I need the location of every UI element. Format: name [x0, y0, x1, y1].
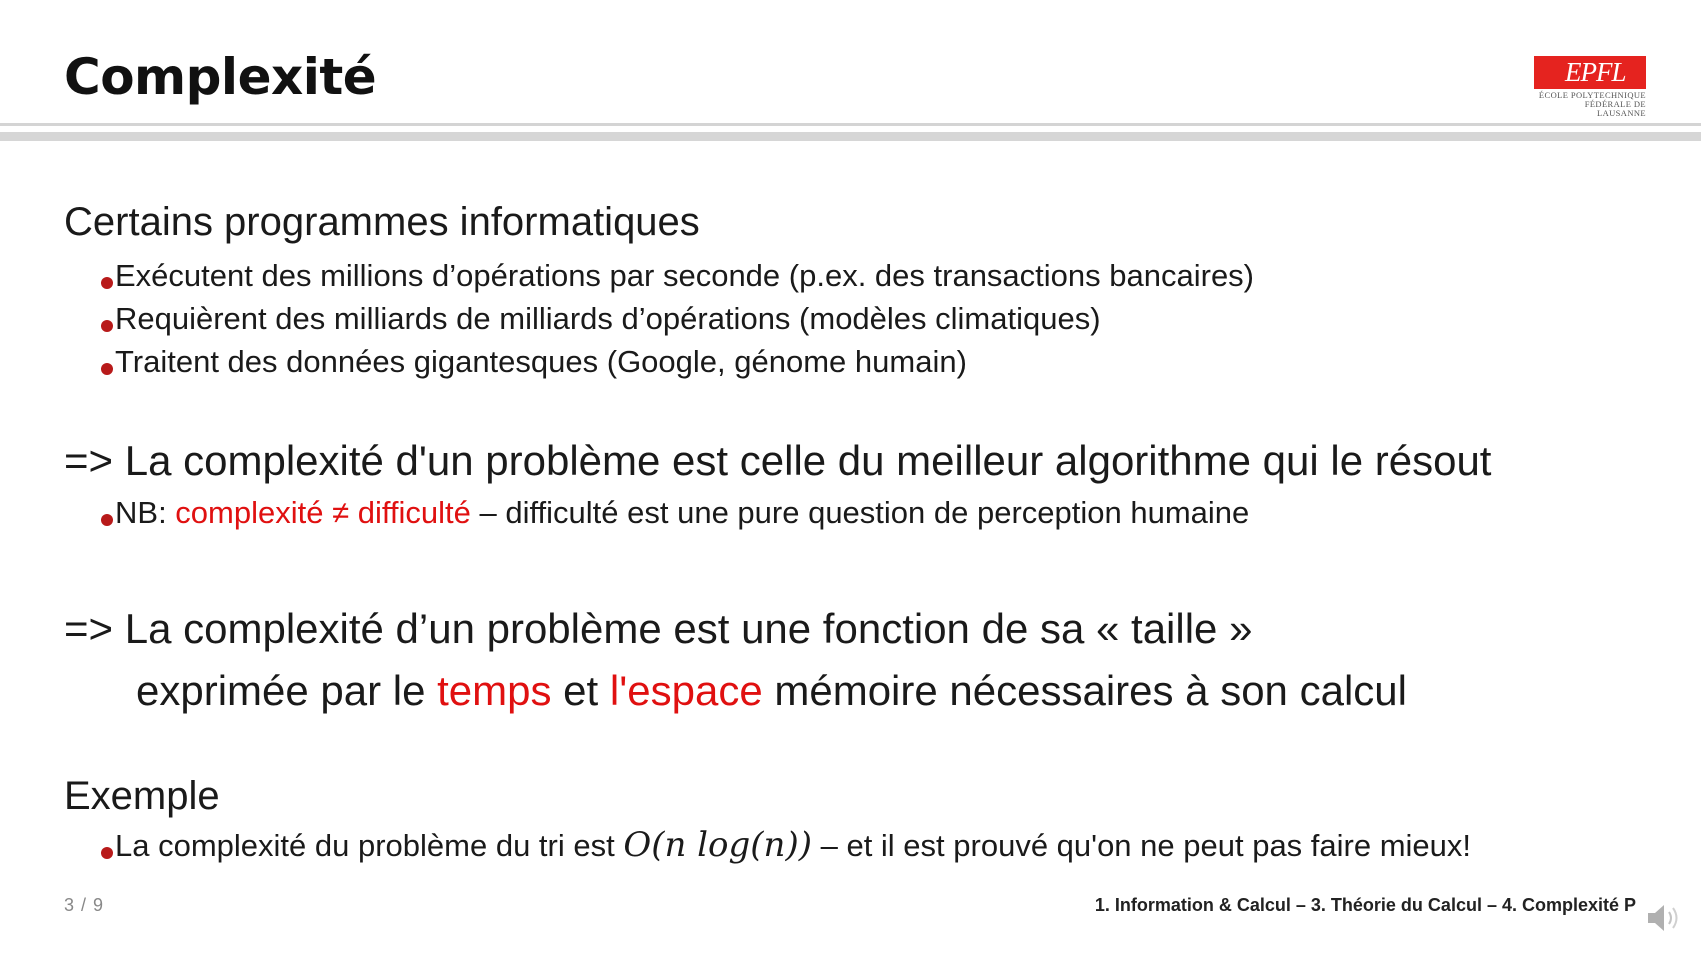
bullet-item [101, 301, 1101, 337]
logo-wordmark: EPFL [1565, 57, 1626, 87]
bullet-dot-icon [101, 847, 113, 859]
statement-text: mémoire nécessaires à son calcul [762, 667, 1407, 714]
heading-programs: Certains programmes informatiques [64, 200, 700, 244]
bullet-text: Requièrent des milliards de milliards d’opérations (modèles climatiques) [115, 301, 1101, 336]
statement-text: exprimée par le [136, 667, 438, 714]
statement-text: et [551, 667, 610, 714]
bullet-dot-icon [101, 320, 113, 332]
complexity-formula: O(n log(n)) [623, 825, 812, 865]
bullet-text: Traitent des données gigantesques (Google, génome humain) [115, 344, 967, 379]
page-number: 3 / 9 [64, 895, 105, 915]
bullet-dot-icon [101, 514, 113, 526]
logo-subtitle-2: FÉDÉRALE DE LAUSANNE [1584, 99, 1646, 118]
nb-highlight: complexité ≠ difficulté [175, 495, 471, 530]
example-suffix: – et il est prouvé qu'on ne peut pas faire mieux! [811, 828, 1472, 863]
bullet-item [101, 344, 967, 380]
example-heading: Exemple [64, 774, 220, 818]
logo-red-box [1534, 56, 1646, 89]
speaker-icon[interactable] [1645, 901, 1683, 935]
logo-subtitle-1: ÉCOLE POLYTECHNIQUE [1538, 90, 1646, 100]
header-rule-thick [0, 132, 1701, 141]
example-bullet [101, 825, 1471, 865]
statement-time-space [136, 667, 1407, 715]
header-rule [0, 123, 1701, 126]
slide-title: Complexité [64, 48, 377, 106]
bullet-item [101, 258, 1254, 294]
footer-breadcrumb: 1. Information & Calcul – 3. Théorie du Calcul – 4. Complexité P [1094, 895, 1636, 915]
epfl-logo [1534, 56, 1648, 118]
nb-prefix: NB: [115, 495, 176, 530]
bullet-text: Exécutent des millions d’opérations par seconde (p.ex. des transactions bancaires) [115, 258, 1255, 293]
nb-bullet [101, 495, 1249, 531]
bullet-dot-icon [101, 363, 113, 375]
example-prefix: La complexité du problème du tri est [115, 828, 624, 863]
keyword-espace: l'espace [609, 667, 763, 714]
keyword-temps: temps [437, 667, 552, 714]
bullet-dot-icon [101, 277, 113, 289]
statement-size-function: => La complexité d’un problème est une fonction de sa « taille » [64, 605, 1253, 652]
statement-best-algorithm: => La complexité d'un problème est celle du meilleur algorithme qui le résout [64, 437, 1492, 484]
nb-rest: – difficulté est une pure question de perception humaine [470, 495, 1250, 530]
